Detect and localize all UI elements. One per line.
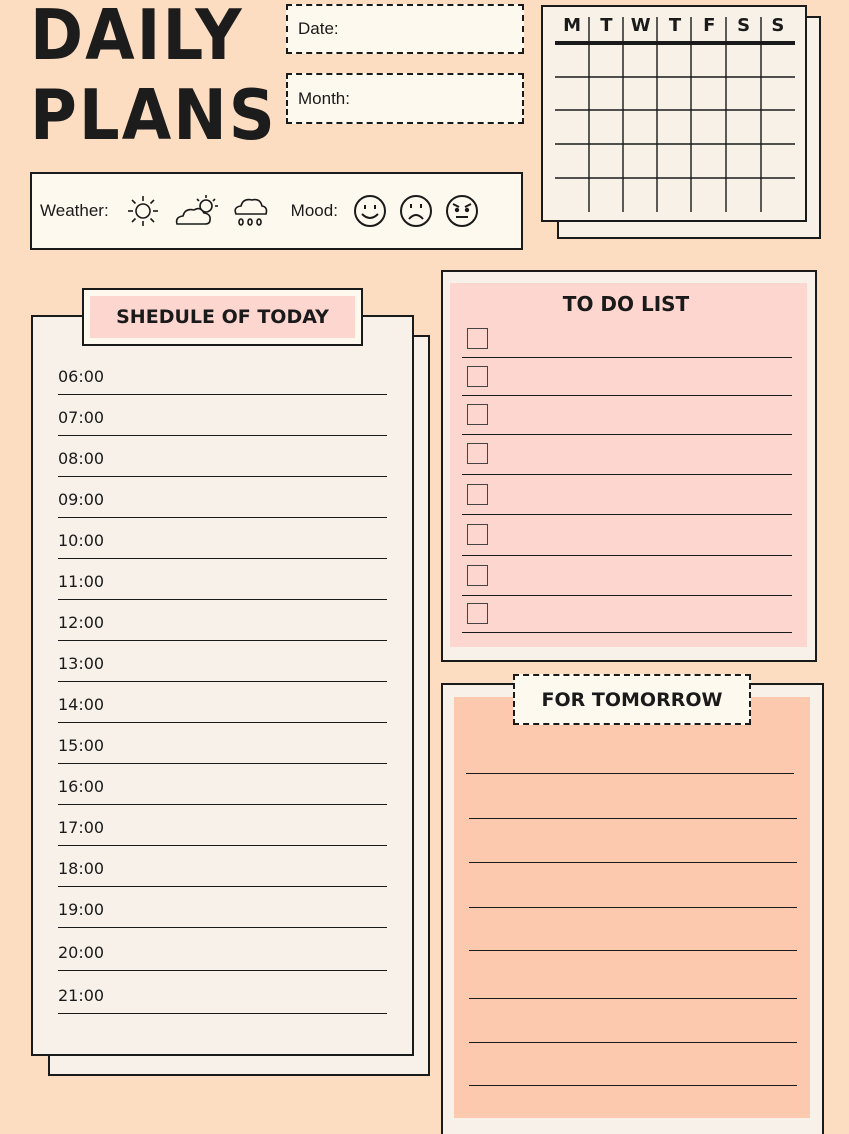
time-label: 17:00: [58, 818, 105, 837]
tomorrow-line[interactable]: [469, 1042, 797, 1043]
time-slot[interactable]: [58, 360, 387, 395]
mini-calendar: [541, 5, 807, 222]
month-label: Month:: [298, 88, 350, 108]
tomorrow-line[interactable]: [469, 818, 797, 819]
time-label: 18:00: [58, 859, 105, 878]
todo-checkbox[interactable]: [467, 565, 488, 586]
time-slot[interactable]: [58, 682, 387, 723]
sun-icon[interactable]: [125, 193, 161, 229]
happy-face-icon[interactable]: [352, 193, 388, 229]
schedule-title: SHEDULE OF TODAY: [90, 296, 355, 338]
mood-label: Mood:: [290, 201, 338, 220]
todo-line[interactable]: [462, 434, 792, 435]
day-header: W: [630, 15, 651, 36]
tomorrow-line[interactable]: [469, 950, 797, 951]
time-label: 10:00: [58, 531, 105, 550]
time-slot[interactable]: [58, 846, 387, 887]
todo-checkbox[interactable]: [467, 603, 488, 624]
time-slot[interactable]: [58, 436, 387, 477]
time-label: 09:00: [58, 490, 105, 509]
time-label: 12:00: [58, 613, 105, 632]
time-slot[interactable]: [58, 764, 387, 805]
day-header: F: [703, 15, 716, 36]
todo-line[interactable]: [462, 595, 792, 596]
todo-line[interactable]: [462, 555, 792, 556]
todo-panel: [450, 283, 807, 647]
time-slot[interactable]: [58, 395, 387, 436]
title-line-1: DAILY: [30, 0, 244, 77]
time-label: 21:00: [58, 986, 105, 1005]
time-slot[interactable]: [58, 928, 387, 971]
tomorrow-title: FOR TOMORROW: [513, 674, 751, 725]
partly-cloudy-icon[interactable]: [173, 193, 223, 229]
day-header: S: [737, 15, 751, 36]
time-label: 20:00: [58, 943, 105, 962]
date-label: Date:: [298, 19, 339, 38]
time-label: 11:00: [58, 572, 105, 591]
time-label: 08:00: [58, 449, 105, 468]
time-slot[interactable]: [58, 600, 387, 641]
schedule-header: [82, 288, 363, 346]
todo-checkbox[interactable]: [467, 443, 488, 464]
time-slot[interactable]: [58, 518, 387, 559]
time-slot[interactable]: [58, 971, 387, 1014]
time-slot[interactable]: [58, 559, 387, 600]
time-slot[interactable]: [58, 887, 387, 928]
time-slot[interactable]: [58, 723, 387, 764]
tomorrow-line[interactable]: [469, 862, 797, 863]
calendar-grid: [543, 7, 805, 220]
month-field[interactable]: [286, 73, 524, 124]
weather-mood-box: [30, 172, 523, 250]
todo-line[interactable]: [462, 395, 792, 396]
title-line-2: PLANS: [30, 76, 277, 157]
todo-checkbox[interactable]: [467, 524, 488, 545]
time-label: 19:00: [58, 900, 105, 919]
day-header: T: [600, 15, 613, 36]
time-label: 06:00: [58, 367, 105, 386]
todo-checkbox[interactable]: [467, 328, 488, 349]
time-slot[interactable]: [58, 477, 387, 518]
todo-title: TO DO LIST: [562, 292, 690, 316]
tomorrow-line[interactable]: [466, 773, 794, 774]
angry-face-icon[interactable]: [444, 193, 480, 229]
weather-label: Weather:: [40, 201, 109, 220]
day-header: S: [771, 15, 785, 36]
todo-checkbox[interactable]: [467, 404, 488, 425]
time-slot[interactable]: [58, 641, 387, 682]
todo-line[interactable]: [462, 514, 792, 515]
tomorrow-line[interactable]: [469, 1085, 797, 1086]
tomorrow-line[interactable]: [469, 907, 797, 908]
todo-checkbox[interactable]: [467, 366, 488, 387]
todo-line[interactable]: [462, 632, 792, 633]
todo-checkbox[interactable]: [467, 484, 488, 505]
time-label: 14:00: [58, 695, 105, 714]
rain-cloud-icon[interactable]: [231, 193, 269, 229]
sad-face-icon[interactable]: [398, 193, 434, 229]
time-label: 16:00: [58, 777, 105, 796]
time-label: 07:00: [58, 408, 105, 427]
todo-line[interactable]: [462, 474, 792, 475]
day-header: T: [668, 15, 682, 36]
tomorrow-line[interactable]: [469, 998, 797, 999]
date-field[interactable]: [286, 4, 524, 54]
time-slot[interactable]: [58, 805, 387, 846]
todo-line[interactable]: [462, 357, 792, 358]
time-label: 15:00: [58, 736, 105, 755]
time-label: 13:00: [58, 654, 105, 673]
day-header: M: [563, 15, 582, 36]
